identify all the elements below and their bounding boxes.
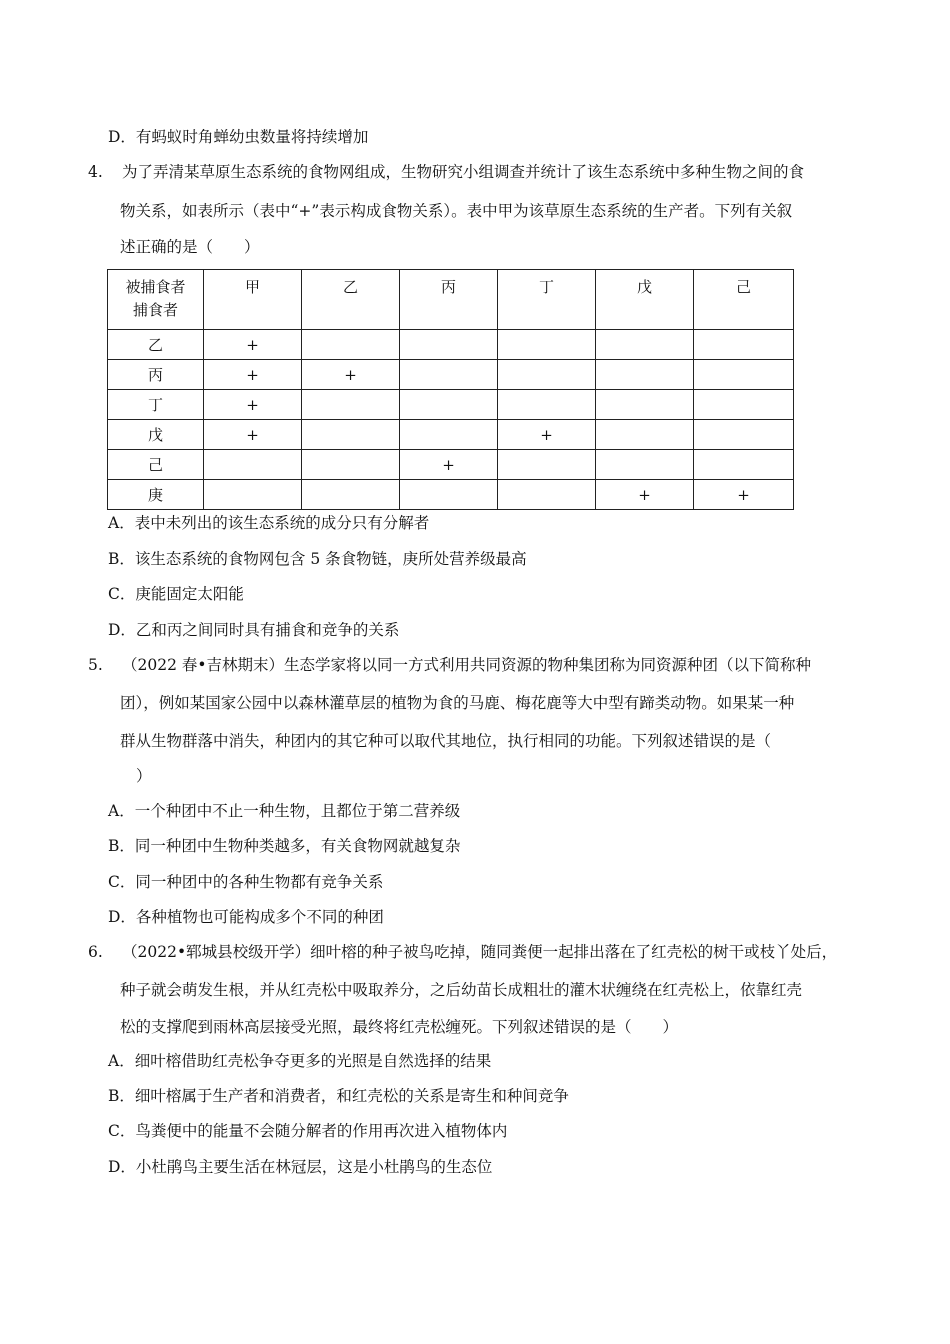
table-cell bbox=[498, 360, 596, 390]
corner-prey-label: 被捕食者 bbox=[125, 278, 186, 296]
table-row bbox=[108, 480, 794, 510]
table-corner-cell bbox=[108, 270, 204, 330]
table-row bbox=[108, 360, 794, 390]
column-header: 甲 bbox=[204, 270, 302, 330]
table-cell bbox=[498, 450, 596, 480]
q4-number: 4. bbox=[88, 163, 103, 181]
q5-option-c: C．同一种团中的各种生物都有竞争关系 bbox=[108, 873, 384, 891]
q5-stem-line4: ） bbox=[136, 767, 152, 785]
table-cell bbox=[204, 480, 302, 510]
table-cell bbox=[400, 330, 498, 360]
column-header: 丙 bbox=[400, 270, 498, 330]
table-cell bbox=[302, 330, 400, 360]
table-cell bbox=[596, 420, 694, 450]
table-cell bbox=[302, 480, 400, 510]
table-cell bbox=[694, 360, 794, 390]
table-cell bbox=[400, 360, 498, 390]
table-cell bbox=[302, 390, 400, 420]
q5-stem-line1: （2022 春•吉林期末）生态学家将以同一方式利用共同资源的物种集团称为同资源种团（以下简称种 bbox=[122, 656, 812, 674]
column-header: 戊 bbox=[596, 270, 694, 330]
row-label: 丙 bbox=[108, 360, 204, 390]
table-cell bbox=[596, 390, 694, 420]
row-label: 庚 bbox=[108, 480, 204, 510]
q6-stem-line2: 种子就会萌发生根，并从红壳松中吸取养分，之后幼苗长成粗壮的灌木状缠绕在红壳松上，依靠红壳 bbox=[120, 981, 803, 999]
q6-option-a: A．细叶榕借助红壳松争夺更多的光照是自然选择的结果 bbox=[108, 1052, 492, 1070]
table-row bbox=[108, 330, 794, 360]
table-cell bbox=[694, 420, 794, 450]
table-cell bbox=[302, 450, 400, 480]
table-cell bbox=[400, 390, 498, 420]
table-cell bbox=[596, 330, 694, 360]
q5-option-a: A．一个种团中不止一种生物，且都位于第二营养级 bbox=[108, 802, 461, 820]
q4-stem-line3: 述正确的是（ ） bbox=[120, 238, 260, 256]
column-header: 丁 bbox=[498, 270, 596, 330]
table-cell: + bbox=[302, 360, 400, 390]
table-cell: + bbox=[400, 450, 498, 480]
table-cell: + bbox=[204, 360, 302, 390]
q4-option-d: D．乙和丙之间同时具有捕食和竞争的关系 bbox=[108, 621, 400, 639]
table-cell bbox=[302, 420, 400, 450]
table-header-row bbox=[108, 270, 794, 330]
table-cell bbox=[694, 450, 794, 480]
q6-option-c: C．鸟粪便中的能量不会随分解者的作用再次进入植物体内 bbox=[108, 1122, 508, 1140]
table-cell bbox=[498, 390, 596, 420]
q4-option-a: A．表中未列出的该生态系统的成分只有分解者 bbox=[108, 514, 430, 532]
table-cell bbox=[694, 390, 794, 420]
q6-stem-line1: （2022•郓城县校级开学）细叶榕的种子被鸟吃掉，随同粪便一起排出落在了红壳松的树干或枝丫处后， bbox=[122, 943, 838, 961]
q4-option-b: B．该生态系统的食物网包含 5 条食物链，庚所处营养级最高 bbox=[108, 550, 527, 568]
column-header: 乙 bbox=[302, 270, 400, 330]
table-cell bbox=[400, 480, 498, 510]
table-cell bbox=[204, 450, 302, 480]
table-row bbox=[108, 420, 794, 450]
food-relation-table bbox=[107, 269, 794, 510]
row-label: 己 bbox=[108, 450, 204, 480]
q4-stem-line1: 为了弄清某草原生态系统的食物网组成，生物研究小组调查并统计了该生态系统中多种生物之间的食 bbox=[122, 163, 805, 181]
row-label: 乙 bbox=[108, 330, 204, 360]
corner-predator-label: 捕食者 bbox=[132, 301, 178, 319]
q5-stem-line2: 团），例如某国家公园中以森林灌草层的植物为食的马鹿、梅花鹿等大中型有蹄类动物。如果某一种 bbox=[120, 694, 795, 712]
table-cell: + bbox=[204, 330, 302, 360]
table-cell bbox=[694, 330, 794, 360]
q5-option-d: D．各种植物也可能构成多个不同的种团 bbox=[108, 908, 384, 926]
table-row bbox=[108, 450, 794, 480]
table-cell bbox=[498, 330, 596, 360]
q6-option-b: B．细叶榕属于生产者和消费者，和红壳松的关系是寄生和种间竞争 bbox=[108, 1087, 569, 1105]
column-header: 己 bbox=[694, 270, 794, 330]
table-row bbox=[108, 390, 794, 420]
table-cell bbox=[498, 480, 596, 510]
table-cell bbox=[596, 360, 694, 390]
q4-stem-line2: 物关系，如表所示（表中“+”表示构成食物关系）。表中甲为该草原生态系统的生产者。下列有关叙 bbox=[120, 202, 793, 220]
table-cell bbox=[596, 450, 694, 480]
table-cell: + bbox=[498, 420, 596, 450]
q6-number: 6. bbox=[88, 943, 103, 961]
row-label: 戊 bbox=[108, 420, 204, 450]
table-cell: + bbox=[596, 480, 694, 510]
table-cell: + bbox=[694, 480, 794, 510]
prev-option-d: D．有蚂蚁时角蝉幼虫数量将持续增加 bbox=[108, 128, 369, 146]
table-cell: + bbox=[204, 390, 302, 420]
q5-option-b: B．同一种团中生物种类越多，有关食物网就越复杂 bbox=[108, 837, 461, 855]
q6-stem-line3: 松的支撑爬到雨林高层接受光照，最终将红壳松缠死。下列叙述错误的是（ ） bbox=[120, 1018, 679, 1036]
row-label: 丁 bbox=[108, 390, 204, 420]
q5-stem-line3: 群从生物群落中消失，种团内的其它种可以取代其地位，执行相同的功能。下列叙述错误的是（ bbox=[120, 732, 772, 750]
table-cell: + bbox=[204, 420, 302, 450]
table-cell bbox=[400, 420, 498, 450]
q5-number: 5. bbox=[88, 656, 103, 674]
q6-option-d: D．小杜鹃鸟主要生活在林冠层，这是小杜鹃鸟的生态位 bbox=[108, 1158, 493, 1176]
q4-option-c: C．庚能固定太阳能 bbox=[108, 585, 244, 603]
